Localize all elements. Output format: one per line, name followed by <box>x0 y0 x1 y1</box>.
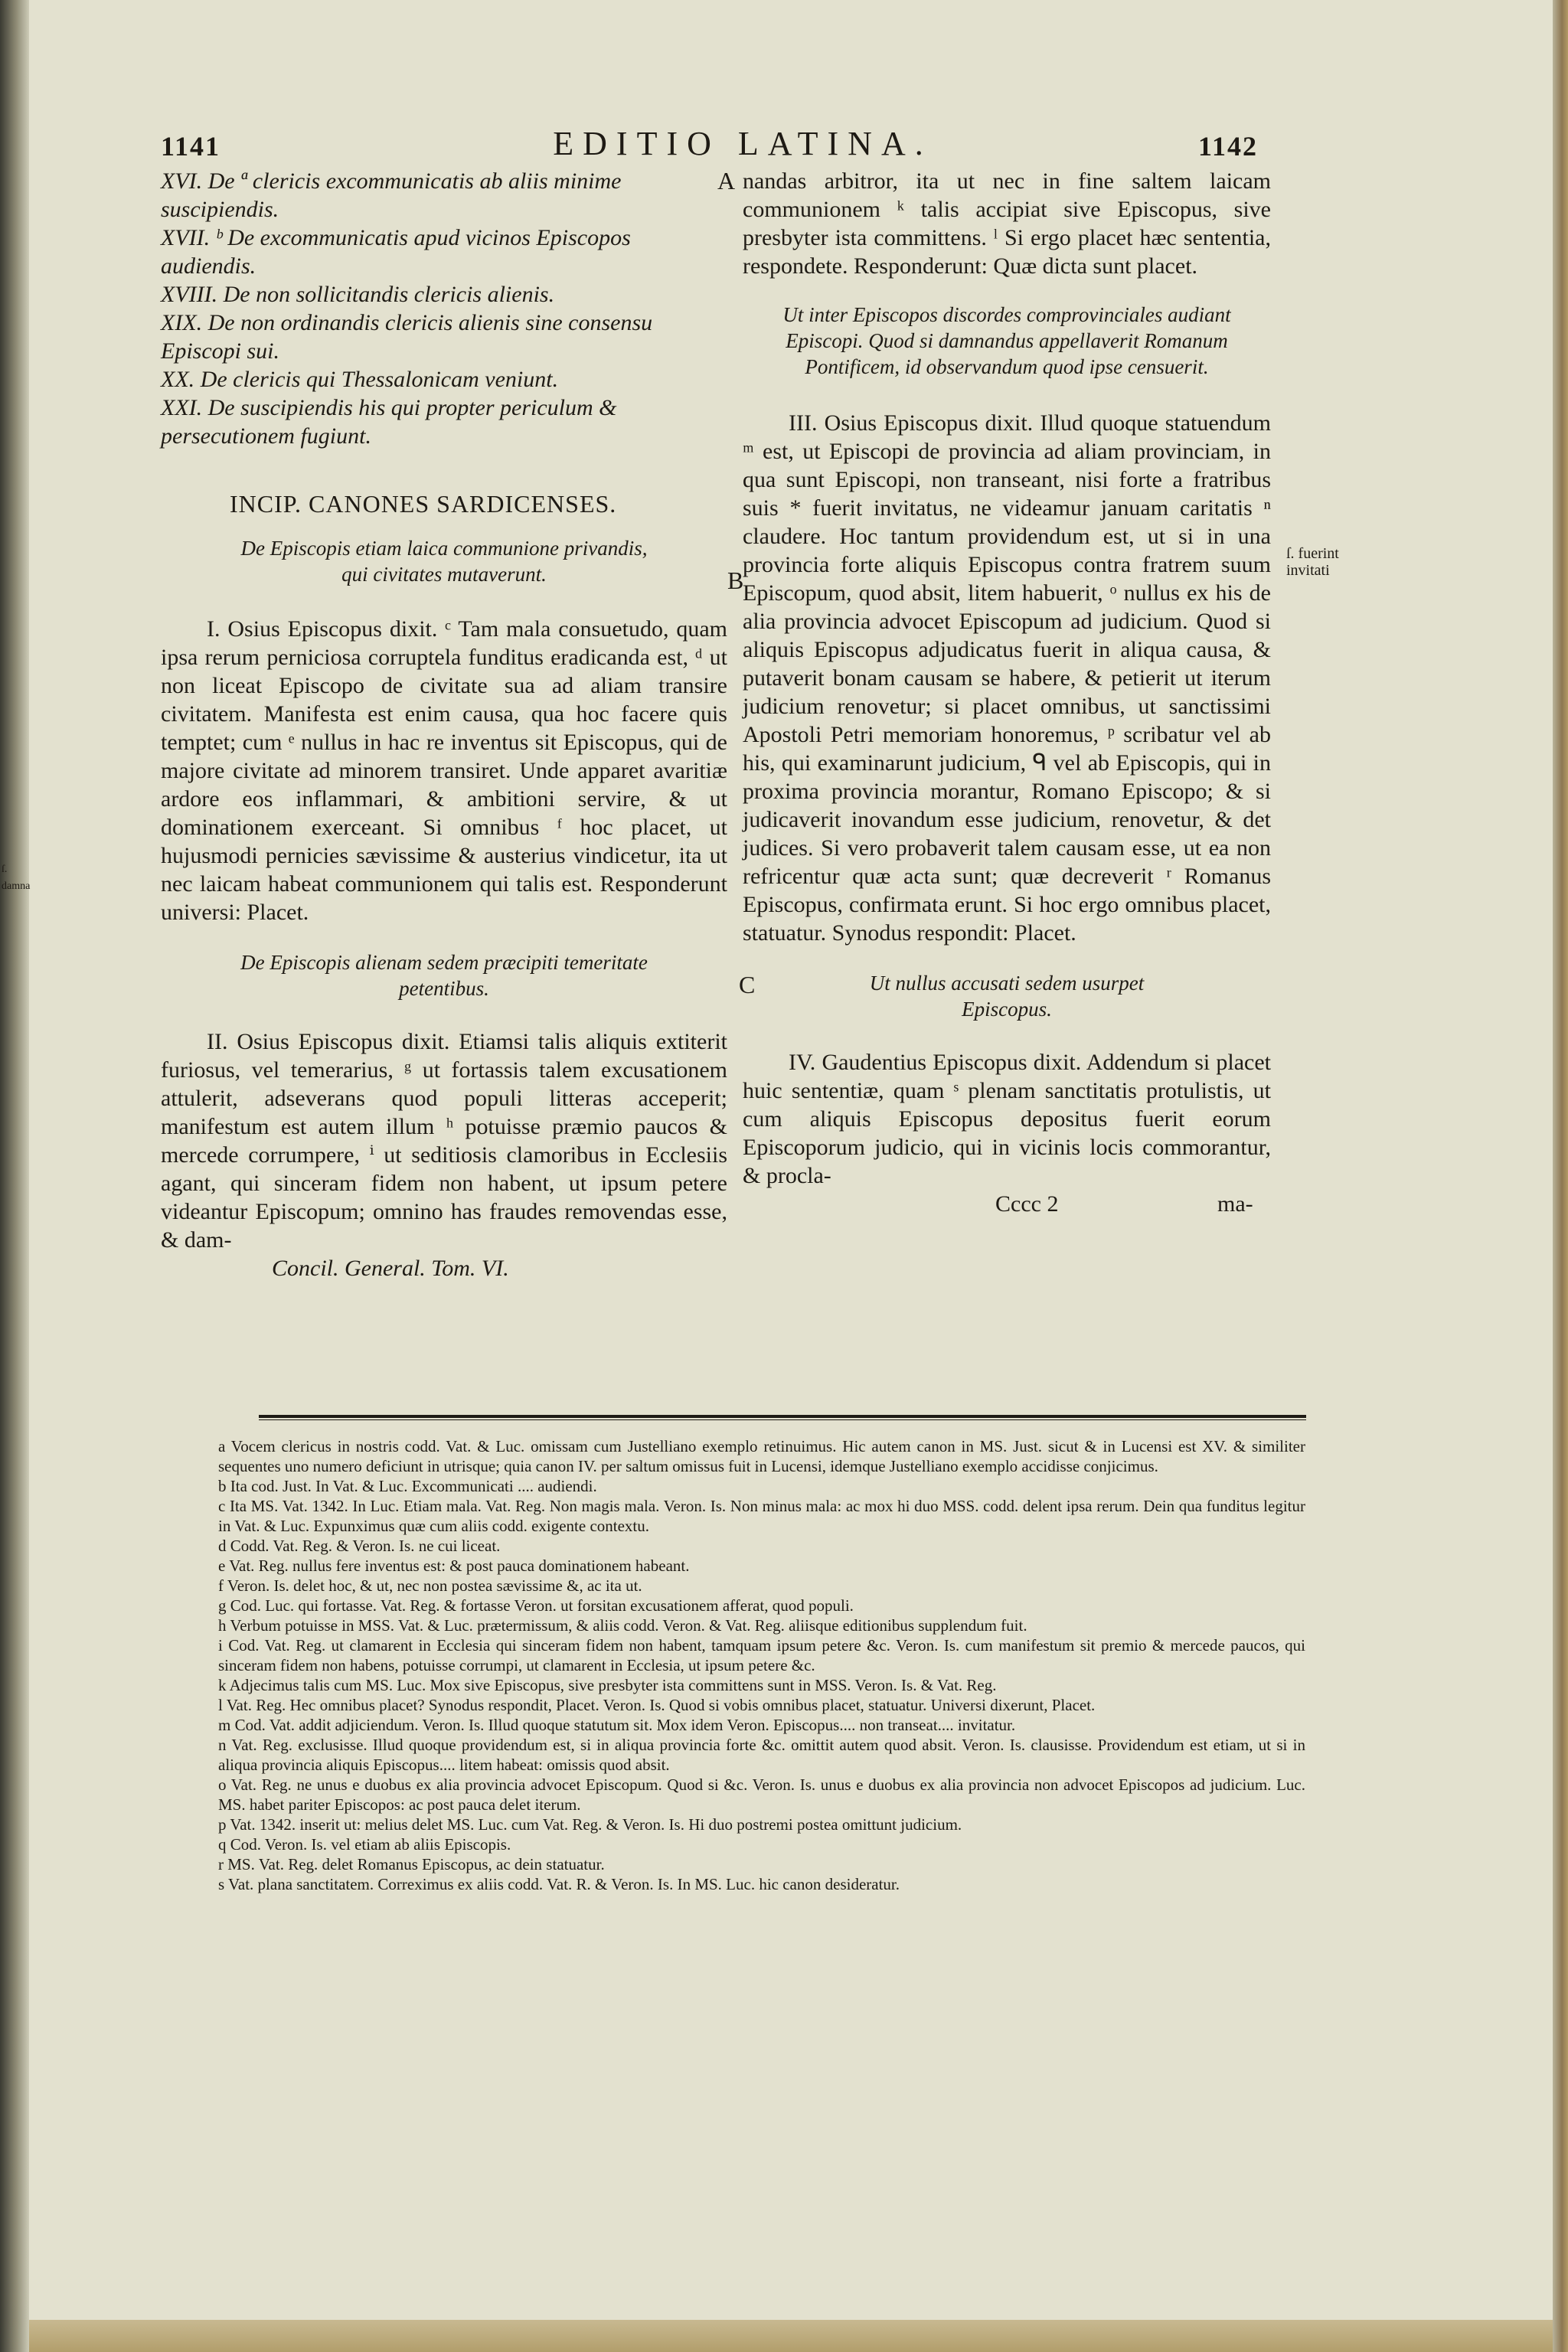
footnotes <box>218 1436 1305 1894</box>
book-edge-right <box>1553 0 1568 2352</box>
footnote: k Adjecimus talis cum MS. Luc. Mox sive Episcopus, sive presbyter ista committens sunt in MSS. Veron. Is. & Vat. Reg. <box>218 1676 997 1694</box>
margin-letter-a: A <box>717 167 736 194</box>
footnote: r MS. Vat. Reg. delet Romanus Episcopus, ac dein statuatur. <box>218 1855 605 1873</box>
footnote: n Vat. Reg. exclusisse. Illud quoque providendum est, si in aliqua provincia forte &c. omittit autem quod absit. Veron. Is. clausisse. Providendum est etiam, ut si in aliqua provincia aliquis Episcopus.... litem habeat: omissis quod absit. <box>218 1736 1305 1774</box>
footnote: d Codd. Vat. Reg. & Veron. Is. ne cui liceat. <box>218 1537 501 1555</box>
page-number-left: 1141 <box>161 131 221 162</box>
footnote: i Cod. Vat. Reg. ut clamarent in Ecclesia qui sinceram fidem non habent, tamquam ipsum petere &c. Veron. Is. cum manifestum sit premio & mercede paucos, qui sinceram fidem non habens, potuisse corrumpi, ut clamarent in Ecclesia, ut ipsum petere &c. <box>218 1636 1305 1674</box>
section-heading: INCIP. CANONES SARDICENSES. <box>230 490 617 518</box>
footnote-rule <box>259 1415 1306 1418</box>
chapter-list <box>161 167 727 450</box>
footnote: p Vat. 1342. inserit ut: melius delet MS. Luc. cum Vat. Reg. & Veron. Is. Hi duo postremi postea omittunt judicium. <box>218 1815 962 1834</box>
continuation-text: nandas arbitror, ita ut nec in fine saltem laicam communionem ᵏ talis accipiat sive Episcopus, sive presbyter ista committens. ˡ Si ergo placet hæc sententia, respondete. Responderunt: Quæ dicta sunt placet. <box>743 168 1271 279</box>
signature-mark: Cccc 2 <box>995 1191 1059 1217</box>
list-item: XX. De clericis qui Thessalonicam veniunt. <box>161 367 559 392</box>
canon-text: II. Osius Episcopus dixit. Etiamsi talis aliquis extiterit furiosus, vel temerarius, ᵍ ut fortassis talem excusationem attulerit, adseverans quod populi litteras acceperit; manifestum est autem illum ʰ potuisse præmio paucos & mercede corrumpere, ⁱ ut seditiosis clamoribus in Ecclesiis agant, qui sinceram fidem non habent, ut ipsum petere videantur Episcopum; omnino has fraudes removendas esse, & dam- <box>161 1029 727 1253</box>
margin-letter-b: B <box>727 567 744 594</box>
list-item: XIX. De non ordinandis clericis alienis sine consensu Episcopi sui. <box>161 310 653 364</box>
right-column <box>743 167 1271 1218</box>
canon-title: De Episcopis alienam sedem præcipiti temeritate petentibus. <box>240 951 648 1000</box>
footnote: o Vat. Reg. ne unus e duobus ex alia provincia advocet Episcopum. Quod si &c. Veron. Is. unus e duobus ex alia provincia non advocet Episcopos ad judicium. Luc. MS. habet pariter Episcopos: ac post pauca delet iterum. <box>218 1775 1305 1814</box>
catchword: ma- <box>1217 1191 1253 1217</box>
page-number-right: 1142 <box>1198 131 1259 162</box>
margin-note-left: ſ. damna <box>2 864 31 892</box>
footnote: m Cod. Vat. addit adjiciendum. Veron. Is. Illud quoque statutum sit. Mox idem Veron. Episcopus.... non transeat.... invitatur. <box>218 1716 1016 1734</box>
margin-letter-c: C <box>739 971 756 998</box>
footnote: b Ita cod. Just. In Vat. & Luc. Excommunicati .... audiendi. <box>218 1477 597 1495</box>
canon-text: III. Osius Episcopus dixit. Illud quoque statuendum ᵐ est, ut Episcopi de provincia ad aliam provinciam, in qua sunt Episcopi, non transeant, nisi forte a fratribus suis * fuerit invitatus, ne videamur januam caritatis ⁿ claudere. Hoc tantum providendum est, ut si in una provincia forte aliquis Episcopus contra fratrem suum Episcopum, quod absit, litem habuerit, ᵒ nullus ex his de alia provincia advocet Episcopum ad judicium. Quod si aliquis Episcopus adjudicatus fuerit in aliqua causa, & putaverit bonam causam se habere, & petierit ut iterum judicium renovetur; si placet omnibus, ut sanctissimi Apostoli Petri memoriam honoremus, ᵖ scribatur vel ab his, qui examinarunt judicium, ᑫ vel ab Episcopis, qui in proxima provincia morantur, Romano Episcopo; & si judicaverit inovandum esse judicium, renovetur, & det judices. Si vero probaverit talem causam esse, ut ea non refricentur quæ acta sunt; quæ decreverit ʳ Romanus Episcopus, confirmata erunt. Si hoc ergo omnibus placet, statuatur. Synodus respondit: Placet. <box>743 410 1271 946</box>
footnote: q Cod. Veron. Is. vel etiam ab aliis Episcopis. <box>218 1835 511 1854</box>
footnote: s Vat. plana sanctitatem. Correximus ex aliis codd. Vat. R. & Veron. Is. In MS. Luc. hic canon desideratur. <box>218 1875 900 1893</box>
footnote: e Vat. Reg. nullus fere inventus est: & post pauca dominationem habeant. <box>218 1557 690 1575</box>
footnote: f Veron. Is. delet hoc, & ut, nec non postea sævissime &, ac ita ut. <box>218 1576 642 1595</box>
canon-title: De Episcopis etiam laica communione privandis, qui civitates mutaverunt. <box>240 537 648 586</box>
canon-text: I. Osius Episcopus dixit. ᶜ Tam mala consuetudo, quam ipsa rerum perniciosa corruptela funditus eradicanda est, ᵈ ut non liceat Episcopo de civitate sua ad aliam transire civitatem. Manifesta est enim causa, qua hoc facere quis temptet; cum ᵉ nullus in hac re inventus sit Episcopus, qui de majore civitate ad minorem transiret. Unde apparet avaritiæ ardore eos inflammari, & ambitioni servire, & ut dominationem exerceant. Si omnibus ᶠ hoc placet, ut hujusmodi pernicies sævissime & austerius vindicetur, ita ut nec laicam habeat communionem qui talis est. Responderunt universi: Placet. <box>161 616 727 925</box>
running-head: EDITIO LATINA. <box>553 125 933 162</box>
footnote: a Vocem clericus in nostris codd. Vat. & Luc. omissam cum Justelliano exemplo retinuimus. Hic autem canon in MS. Just. sicut & in Lucensi est XV. & similiter sequentes uno numero deficiunt in utrisque; quia canon IV. per saltum omissus fuit in Lucensi, idemque Justelliano exemplo accidisse conjicimus. <box>218 1437 1305 1475</box>
binding-shadow <box>0 0 29 2352</box>
footnote: c Ita MS. Vat. 1342. In Luc. Etiam mala. Vat. Reg. Non magis mala. Veron. Is. Non minus mala: ac mox hi duo MSS. codd. delent ipsa rerum. Dein qua funditus legitur in Vat. & Luc. Expunximus quæ cum aliis codd. exigente contextu. <box>218 1497 1305 1535</box>
list-item: XVII. ᵇ De excommunicatis apud vicinos Episcopos audiendis. <box>161 225 631 279</box>
list-item: XXI. De suscipiendis his qui propter periculum & persecutionem fugiunt. <box>161 395 617 449</box>
left-column <box>161 167 727 1282</box>
footnote: g Cod. Luc. qui fortasse. Vat. Reg. & fortasse Veron. ut forsitan excusationem afferat, quod populi. <box>218 1596 854 1615</box>
list-item: XVI. De ª clericis excommunicatis ab aliis minime suscipiendis. <box>161 168 622 222</box>
footnote-rule-thin <box>259 1419 1306 1420</box>
canon-title: Ut nullus accusati sedem usurpet Episcopus. <box>869 972 1145 1021</box>
list-item: XVIII. De non sollicitandis clericis alienis. <box>161 282 555 307</box>
canon-text: IV. Gaudentius Episcopus dixit. Addendum si placet huic sententiæ, quam ˢ plenam sanctitatis protulistis, ut cum aliquis Episcopus depositus fuerit eorum Episcoporum judicio, qui in vicinis locis commorantur, & procla- <box>743 1050 1271 1188</box>
signature-line: Concil. General. Tom. VI. <box>272 1256 509 1281</box>
footnote: l Vat. Reg. Hec omnibus placet? Synodus respondit, Placet. Veron. Is. Quod si vobis omnibus placet, statuatur. Universi dixerunt, Placet. <box>218 1696 1096 1714</box>
margin-note-right: ſ. fuerint invitati <box>1286 545 1339 579</box>
footnote: h Verbum potuisse in MSS. Vat. & Luc. prætermissum, & aliis codd. Veron. & Vat. Reg. aliisque editionibus supplendum fuit. <box>218 1616 1027 1635</box>
canon-title: Ut inter Episcopos discordes comprovinciales audiant Episcopi. Quod si damnandus appellaverit Romanum Pontificem, id observandum quod ipse censuerit. <box>782 303 1231 378</box>
book-edge-bottom <box>29 2320 1553 2352</box>
